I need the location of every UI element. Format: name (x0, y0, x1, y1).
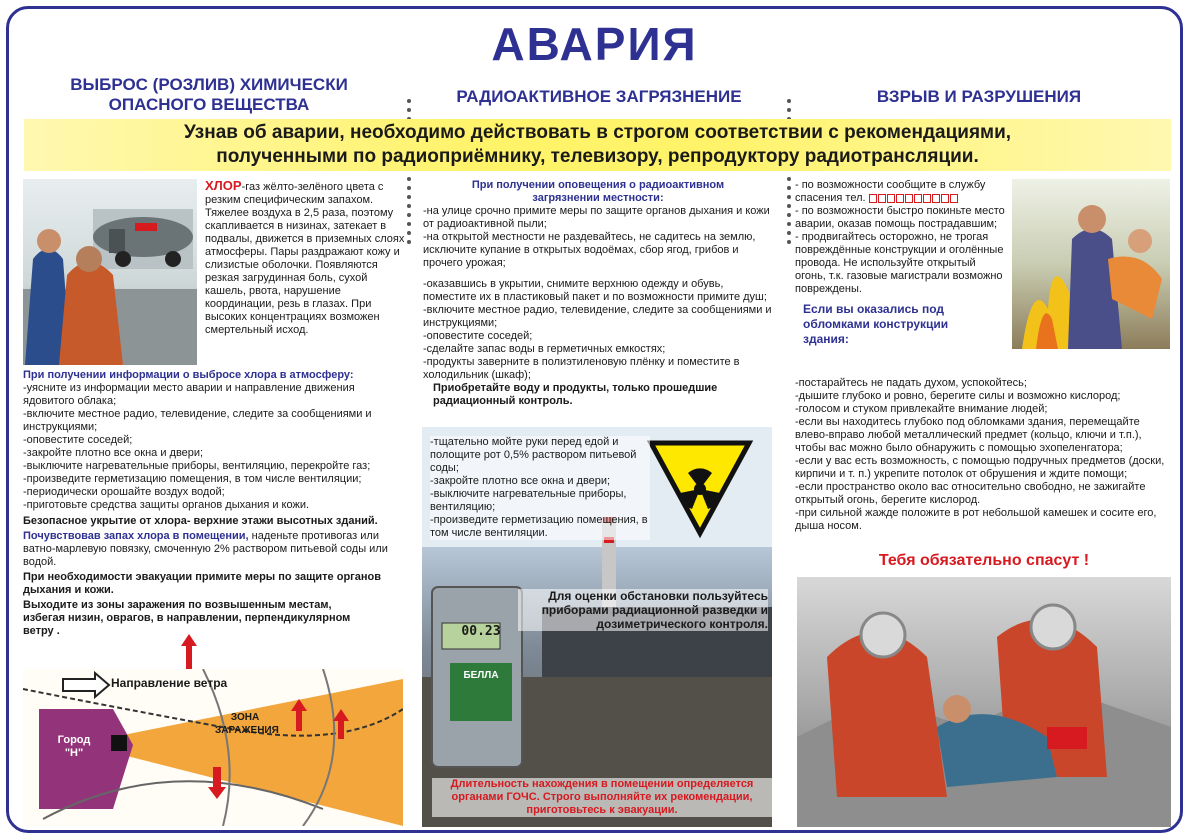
radiation-item: -сделайте запас воды в герметичных емкостях; (423, 343, 666, 355)
evacuation-note: При необходимости эвакуации примите меры по защите органов дыхания и кожи. (23, 571, 381, 596)
chlorine-alert-item: -приготовьте средства защиты органов дыхания и кожи. (23, 499, 310, 511)
rubble-actions (795, 377, 1170, 533)
exit-note: Выходите из зоны заражения по возвышенным местам, избегая низин, оврагов, в направлении, перпендикулярном ветру . (23, 599, 351, 637)
will-be-saved-note: Тебя обязательно спасут ! (878, 552, 1090, 569)
explosion-actions (795, 179, 1009, 347)
smell-text: наденьте противогаз или ватно-марлевую повязку, смоченную 2% раствором питьевой соды или водой. (23, 530, 388, 568)
banner-line-2: полученными по радиоприёмнику, телевизору, репродуктору радиотрансляции. (216, 146, 979, 167)
chlorine-word: ХЛОР (205, 178, 242, 193)
chlorine-alert-item: -периодически орошайте воздух водой; (23, 486, 225, 498)
radiation-item: -включите местное радио, телевидение, следите за сообщениями и инструкциями; (423, 304, 772, 329)
explosion-item: - продвигайтесь осторожно, не трогая повреждённые конструкции и оголённые провода. Не используйте открытый огонь, т.к. газовые магистрали возможно повреждены. (795, 231, 1004, 295)
stay-duration-note: Длительность нахождения в помещении определяется органами ГОЧС. Строго выполняйте их рекомендации, приготовьтесь к эвакуации. (432, 778, 772, 817)
radiation-room-rules (430, 436, 650, 540)
chlorine-alert-item: -закройте плотно все окна и двери; (23, 447, 204, 459)
room-rule: -тщательно мойте руки перед едой и полощите рот 0,5% раствором питьевой соды; (430, 436, 637, 474)
chlorine-alert-item: -уясните из информации место аварии и направление движения ядовитого облака; (23, 382, 355, 407)
fire-rescue-illustration (1012, 179, 1170, 349)
city-label: Город "Н" (57, 734, 91, 759)
rubble-item: -голосом и стуком привлекайте внимание людей; (795, 403, 1048, 415)
radiation-item: -продукты заверните в полиэтиленовую плёнку и поместите в холодильник (шкаф); (423, 356, 740, 381)
chlorine-alert-heading: При получении информации о выбросе хлора в атмосферу: (23, 369, 354, 381)
rubble-item: -если у вас есть возможность, с помощью подручных предметов (доски, кирпичи и т. п.) укрепите потолок от обрушения и ждите помощи; (795, 455, 1165, 480)
buy-controlled-products: Приобретайте воду и продукты, только прошедшие радиационный контроль. (433, 382, 718, 407)
radiation-item: -оповестите соседей; (423, 330, 533, 342)
dosimeter-brand: БЕЛЛА (463, 670, 499, 681)
page-title: АВАРИЯ (491, 18, 698, 70)
dosimeter-reading: 00.23 (461, 624, 501, 639)
explosion-item: - по возможности быстро покиньте место аварии, оказав помощь пострадавшим; (795, 205, 1005, 230)
room-rule: -закройте плотно все окна и двери; (430, 475, 611, 487)
rubble-item: -дышите глубоко и ровно, берегите силы и возможно кислород; (795, 390, 1121, 402)
radiation-item: -на улице срочно примите меры по защите органов дыхания и кожи от радиоактивной пыли; (423, 205, 770, 230)
chlorine-description (205, 179, 405, 337)
wind-direction-label: Направление ветра (111, 676, 228, 690)
chlorine-alert-item: -включите местное радио, телевидение, следите за сообщениями и инструкциями; (23, 408, 372, 433)
chlorine-alert-block (23, 369, 408, 638)
radiation-item: -на открытой местности не раздевайтесь, не садитесь на землю, исключите купание в открытых водоёмах, сбор ягод, грибов и прочего урожая; (423, 231, 756, 269)
instruction-banner (24, 119, 1171, 171)
smell-heading: Почувствовав запах хлора в помещении, (23, 530, 249, 542)
rubble-item: -если пространство около вас относительно свободно, не зажигайте открытый огонь, берегите кислород. (795, 481, 1146, 506)
radiation-alert-heading: При получении оповещения о радиоактивном загрязнении местности: (471, 179, 725, 204)
poster (6, 6, 1183, 833)
shelter-note: Безопасное укрытие от хлора- верхние этажи высотных зданий. (23, 515, 378, 527)
dosimeter-advice: Для оценки обстановки пользуйтесь приборами радиационной разведки и дозиметрического контроля. (518, 589, 768, 631)
banner-line-1: Узнав об аварии, необходимо действовать в строгом соответствии с рекомендациями, (183, 122, 1012, 143)
chlorine-truck-illustration (23, 179, 197, 365)
smell-note (23, 530, 408, 569)
room-rule: -выключите нагревательные приборы, вентиляцию; (430, 488, 627, 513)
chlorine-alert-item: -произведите герметизацию помещения, в том числе вентиляции; (23, 473, 362, 485)
section-radioactive-heading: РАДИОАКТИВНОЕ ЗАГРЯЗНЕНИЕ (456, 87, 742, 106)
section-chemical-heading: ВЫБРОС (РОЗЛИВ) ХИМИЧЕСКИ ОПАСНОГО ВЕЩЕСТВА (70, 75, 348, 114)
rubble-item: -при сильной жажде положите в рот небольшой камешек и сосите его, дыша носом. (795, 507, 1157, 532)
room-rule: -произведите герметизацию помещения, в том числе вентиляции. (430, 514, 648, 539)
phone-boxes (869, 192, 959, 204)
rubble-item: -постарайтесь не падать духом, успокойтесь; (795, 377, 1027, 389)
divider-dots (407, 177, 411, 249)
contamination-zone-label: ЗОНА ЗАРАЖЕНИЯ (215, 712, 279, 736)
radiation-item: -оказавшись в укрытии, снимите верхнюю одежду и обувь, поместите их в пластиковый пакет и по возможности примите душ; (423, 278, 767, 303)
chlorine-alert-item: -оповестите соседей; (23, 434, 133, 446)
explosion-item-text: - по возможности сообщите в службу спасения тел. (795, 179, 986, 204)
rescuers-illustration (797, 577, 1171, 827)
rubble-item: -если вы находитесь глубоко под обломками здания, перемещайте влево-вправо любой металлический предмет (кольцо, ключи и т.п.), чтобы вас можно было обнаружить с помощью эхопеленгатора; (795, 416, 1142, 454)
section-explosion-heading: ВЗРЫВ И РАЗРУШЕНИЯ (876, 87, 1082, 106)
radiation-alert-block (423, 179, 773, 408)
rubble-heading: Если вы оказались под обломками конструкции здания: (803, 302, 949, 346)
explosion-item (795, 179, 1009, 205)
divider-dots (787, 177, 791, 249)
chlorine-alert-item: -выключите нагревательные приборы, вентиляцию, перекройте газ; (23, 460, 371, 472)
up-arrow-icon (181, 634, 197, 670)
chlorine-text: -газ жёлто-зелёного цвета с резким специфическим запахом. Тяжелее воздуха в 2,5 раза, поэтому скапливается в низинах, затекает в подвалы, движется в приземных слоях атмосферы. Пары раздражают кожу и слизистые оболочки. Появляются резкая загрудинная боль, сухой кашель, рвота, нарушение координации, резь в глазах. При высоких концентрациях возможен смертельный исход. (205, 181, 405, 336)
